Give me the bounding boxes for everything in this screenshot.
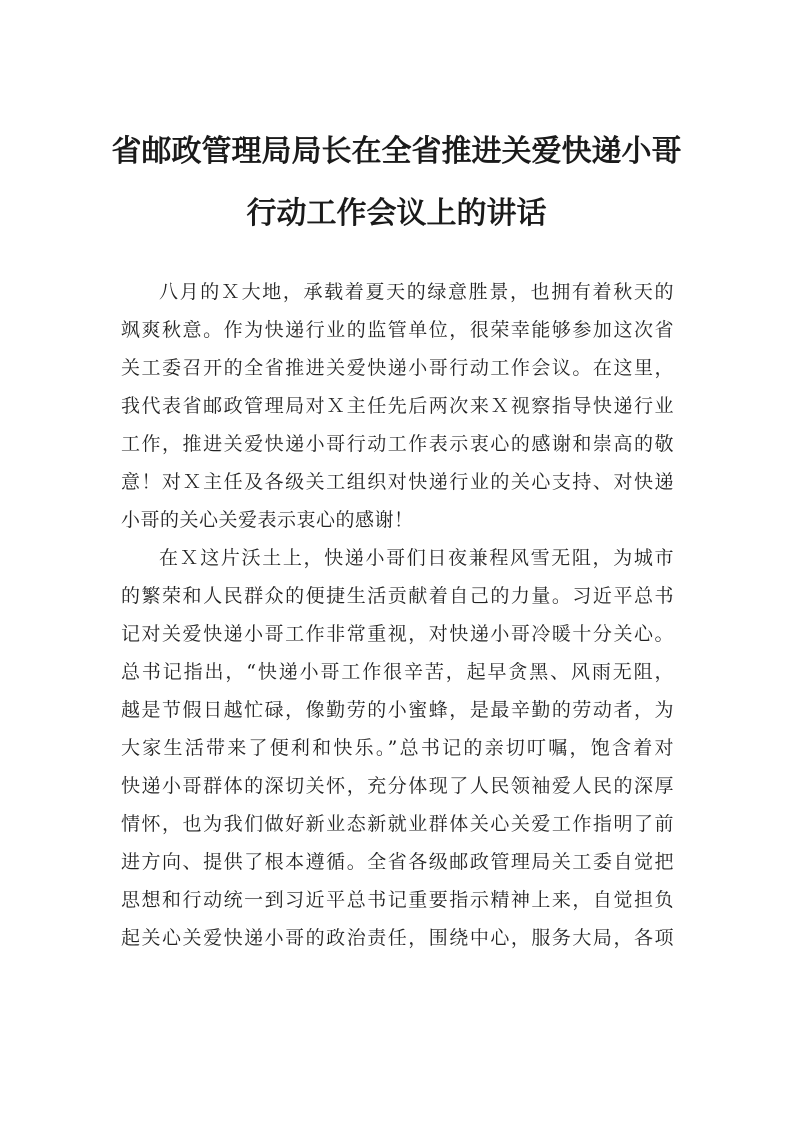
- paragraph-2-line: 在Ｘ这片沃土上，快递小哥们日夜兼程风雪无阻，为城市: [159, 547, 674, 569]
- paragraph-1-line: 意！对Ｘ主任及各级关工组织对快递行业的关心支持、对快递: [121, 471, 674, 493]
- paragraph-2-line: 进方向、提供了根本遵循。全省各级邮政管理局关工委自觉把: [121, 851, 674, 873]
- paragraph-2-line: 记对关爱快递小哥工作非常重视，对快递小哥冷暖十分关心。: [121, 623, 674, 645]
- paragraph-2-line: 总书记指出，“快递小哥工作很辛苦，起早贪黑、风雨无阻，: [121, 661, 674, 683]
- paragraph-1-line: 工作，推进关爱快递小哥行动工作表示衷心的感谢和崇高的敬: [121, 433, 674, 455]
- paragraph-1-last-line: 小哥的关心关爱表示衷心的感谢！: [121, 509, 414, 531]
- paragraph-1-line: 飒爽秋意。作为快递行业的监管单位，很荣幸能够参加这次省: [121, 319, 674, 341]
- paragraph-1-line: 八月的Ｘ大地，承载着夏天的绿意胜景，也拥有着秋天的: [159, 281, 674, 303]
- paragraph-2-line: 越是节假日越忙碌，像勤劳的小蜜蜂，是最辛勤的劳动者，为: [121, 699, 674, 721]
- paragraph-2-line: 起关心关爱快递小哥的政治责任，围绕中心，服务大局，各项: [121, 927, 674, 949]
- paragraph-2-line: 快递小哥群体的深切关怀，充分体现了人民领袖爱人民的深厚: [121, 775, 674, 797]
- paragraph-1-line: 关工委召开的全省推进关爱快递小哥行动工作会议。在这里，: [121, 357, 674, 379]
- paragraph-2-line: 的繁荣和人民群众的便捷生活贡献着自己的力量。习近平总书: [121, 585, 674, 607]
- paragraph-2-line: 大家生活带来了便利和快乐。”总书记的亲切叮嘱，饱含着对: [121, 737, 674, 759]
- document-title-line-2: 行动工作会议上的讲话: [246, 196, 547, 231]
- paragraph-2-line: 情怀，也为我们做好新业态新就业群体关心关爱工作指明了前: [121, 813, 674, 835]
- document-title-line-1: 省邮政管理局局长在全省推进关爱快递小哥: [111, 134, 682, 169]
- paragraph-2-line: 思想和行动统一到习近平总书记重要指示精神上来，自觉担负: [121, 889, 674, 911]
- paragraph-1-line: 我代表省邮政管理局对Ｘ主任先后两次来Ｘ视察指导快递行业: [121, 395, 674, 417]
